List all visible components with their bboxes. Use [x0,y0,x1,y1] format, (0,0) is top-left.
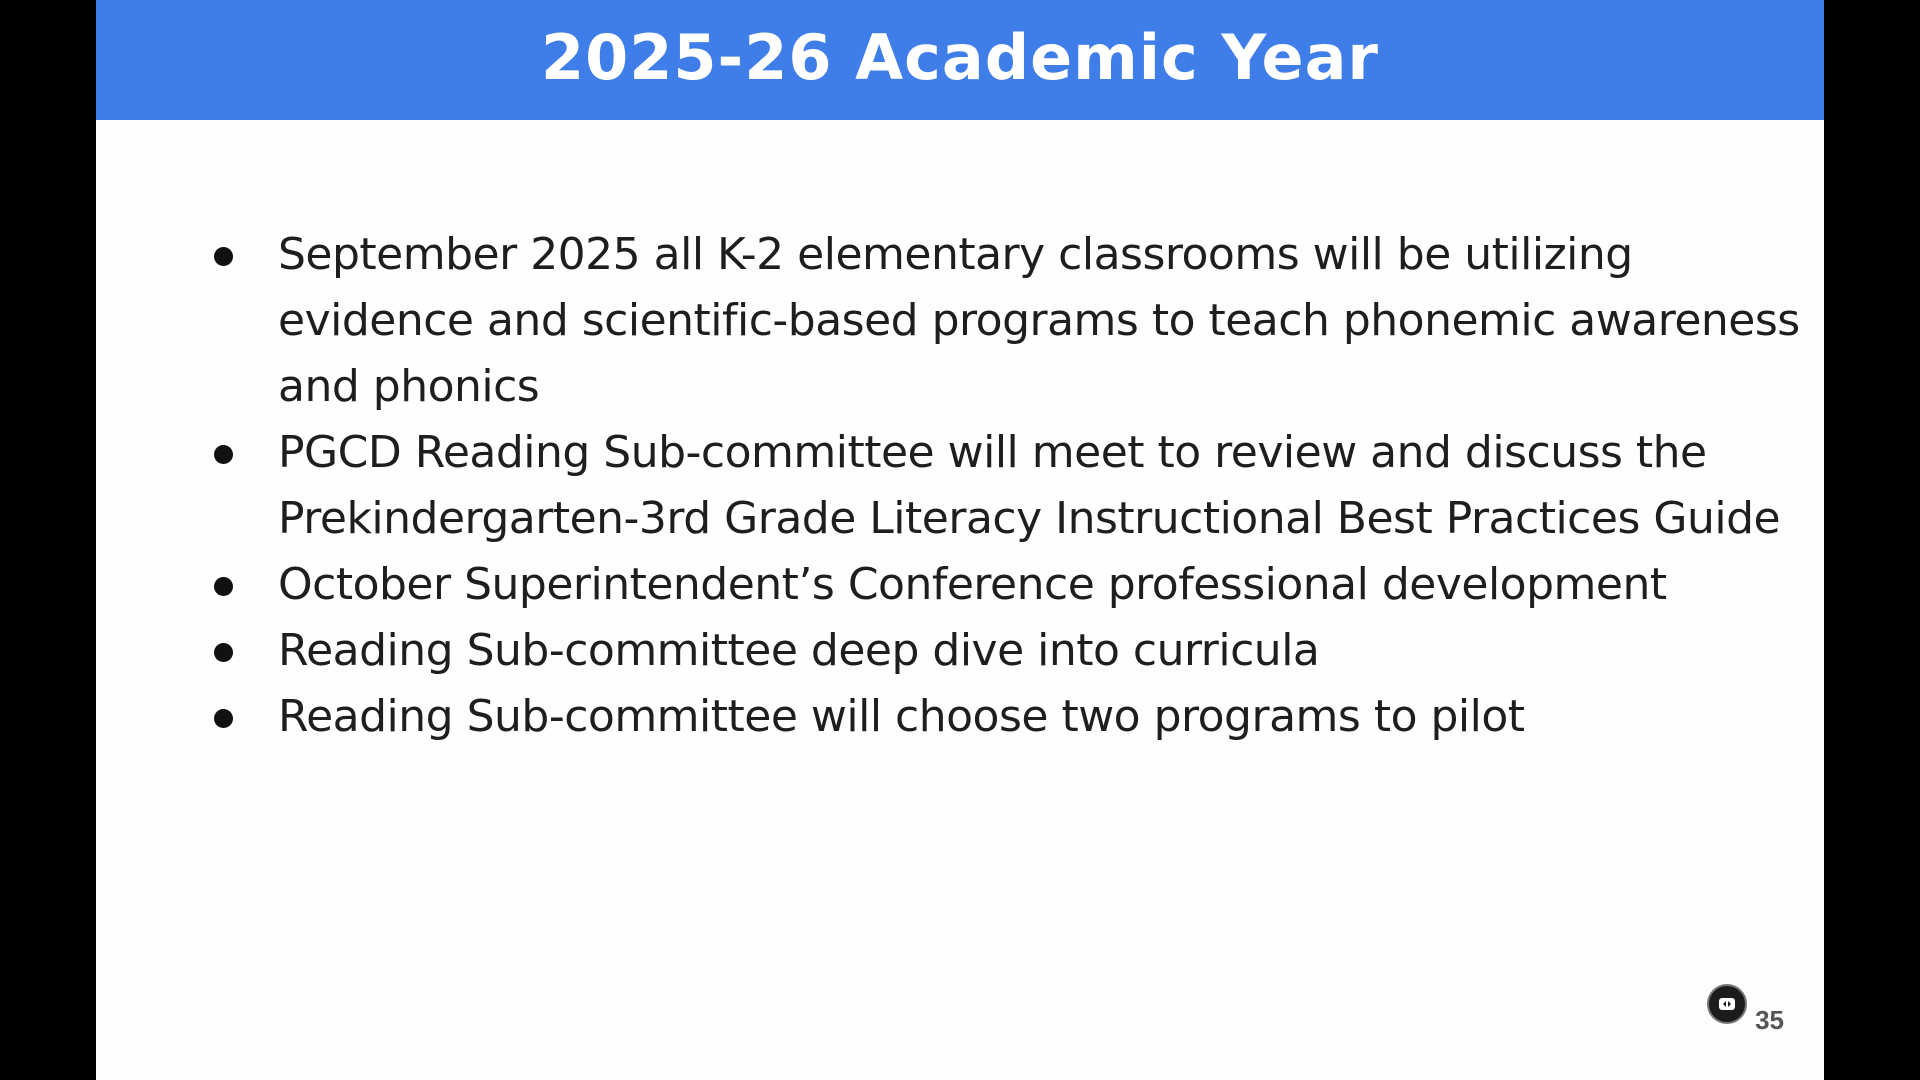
page-number: 35 [1755,1005,1784,1035]
bullet-item [210,552,1810,618]
bullet-marker [210,420,278,486]
slide [96,0,1824,1080]
bullet-text: Reading Sub-committee deep dive into curricula [278,625,1320,676]
expand-arrows-icon [1716,993,1738,1015]
bullet-marker [210,684,278,750]
title-bar [96,0,1824,120]
bullet-item [210,684,1810,750]
zoom-control-icon[interactable] [1707,984,1747,1024]
bullet-marker [210,552,278,618]
bullet-list [210,222,1810,750]
bullet-item [210,420,1810,552]
bullet-text: Reading Sub-committee will choose two programs to pilot [278,691,1525,742]
bullet-item [210,618,1810,684]
bullet-text: September 2025 all K-2 elementary classrooms will be utilizing evidence and scientific-based programs to teach phonemic awareness and phonics [278,229,1800,412]
bullet-text: PGCD Reading Sub-committee will meet to review and discuss the Prekindergarten-3rd Grade Literacy Instructional Best Practices Guide [278,427,1781,544]
bullet-item [210,222,1810,420]
slide-title: 2025-26 Academic Year [540,21,1380,94]
bullet-marker [210,618,278,684]
bullet-text: October Superintendent’s Conference professional development [278,559,1667,610]
bullet-marker [210,222,278,288]
